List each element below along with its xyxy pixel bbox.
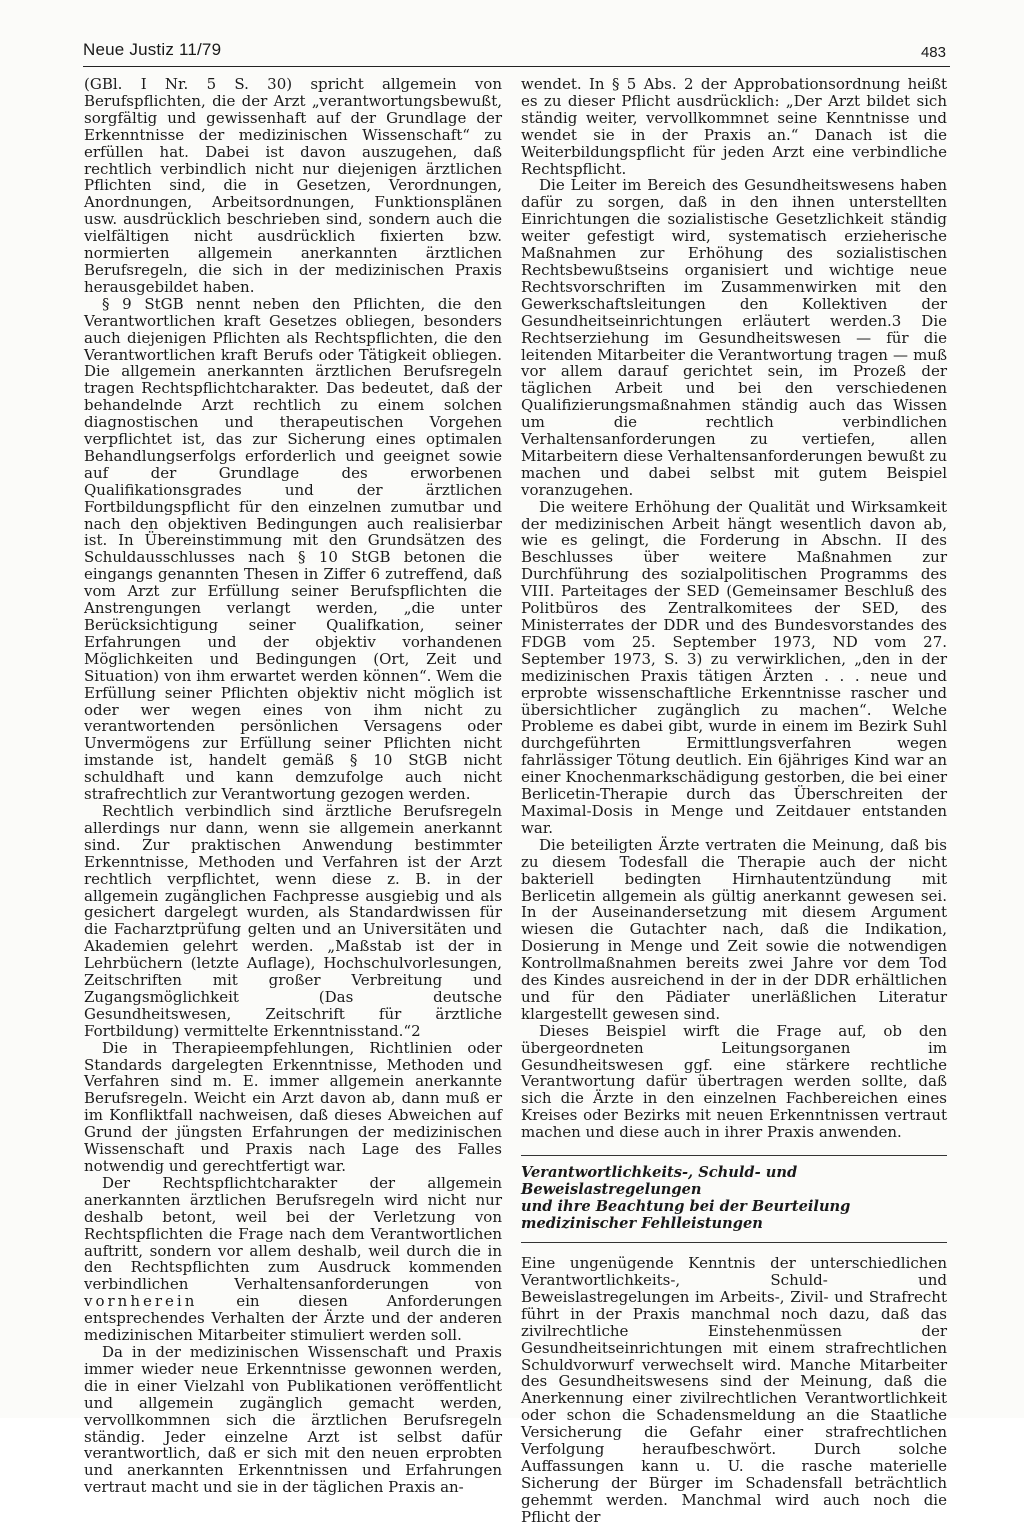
paragraph-with-emphasis xyxy=(84,1175,502,1344)
paragraph: Da in der medizinischen Wissenschaft und Praxis immer wieder neue Erkenntnisse gewonnen werden, die in einer Vielzahl von Publikationen veröffentlicht und allgemein zugänglich gemacht werden, vervollkommnen sich die ärztlichen Berufsregeln ständig. Jeder einzelne Arzt ist selbst dafür verantwortlich, daß er sich mit den neuen erprobten und anerkannten Erkenntnissen und Erfahrungen vertraut macht und sie in der täglichen Praxis an- xyxy=(84,1342,502,1497)
section-heading-line: und ihre Beachtung bei der Beurteilung xyxy=(521,1198,851,1216)
paragraph: wendet. In § 5 Abs. 2 der Approbationsordnung heißt es zu dieser Pflicht ausdrücklich: „Der Arzt bildet sich ständig weiter, vervollkommnet seine Kenntnisse und wendet sie in der Praxis an.“ Danach ist die Weiterbildungspflicht für jeden Arzt eine verbindliche Rechtspflicht. xyxy=(521,75,947,178)
paragraph: Die weitere Erhöhung der Qualität und Wirksamkeit der medizinischen Arbeit hängt wesentlich davon ab, wie es gelingt, die Forderung in Abschn. II des Beschlusses über weitere Maßnahmen zur Durchführung des sozialpolitischen Programms des VIII. Parteitages der SED (Gemeinsamer Beschluß des Politbüros des Zentralkomitees der SED, des Ministerrates der DDR und des Bundesvorstandes des FDGB vom 25. September 1973, ND vom 27. September 1973, S. 3) zu verwirklichen, „den in der medizinischen Praxis tätigen Ärzten . . . neue und erprobte wissenschaftliche Erkenntnisse rascher und übersichtlicher zugänglich zu machen“. Welche Probleme es dabei gibt, wurde in einem im Bezirk Suhl durchgeführten Ermittlungsverfahren wegen fahrlässiger Tötung deutlich. Ein 6jähriges Kind war an einer Knochenmarkschädigung gestorben, die bei einer Berlicetin-Therapie durch das Überschreiten der Maximal-Dosis in Menge und Zeitdauer entstanden war. xyxy=(521,497,947,837)
paragraph: Dieses Beispiel wirft die Frage auf, ob den übergeordneten Leitungsorganen im Gesundheitswesen ggf. eine stärkere rechtliche Verantwortung dafür übertragen werden sollte, daß sich die Ärzte in den einzelnen Fachbereichen eines Kreises oder Bezirks mit neuen Erkenntnissen vertraut machen und diese auch in ihrer Praxis anwenden. xyxy=(521,1021,947,1142)
emphasized-word: vornherein xyxy=(84,1292,198,1311)
paragraph: Die in Therapieempfehlungen, Richtlinien oder Standards dargelegten Erkenntnisse, Methoden und Verfahren sind m. E. immer allgemein anerkannte Berufsregeln. Weicht ein Arzt davon ab, dann muß er im Konfliktfall nachweisen, daß dieses Abweichen auf Grund der jüngsten Erfahrungen der medizinischen Wissenschaft und Praxis nach Lage des Falles notwendig und gerechtfertigt war. xyxy=(84,1038,502,1175)
left-column xyxy=(84,76,502,1496)
paragraph: Rechtlich verbindlich sind ärztliche Berufsregeln allerdings nur dann, wenn sie allgemein anerkannt sind. Zur praktischen Anwendung bestimmter Erkenntnisse, Methoden und Verfahren ist der Arzt rechtlich verpflichtet, wenn diese z. B. in der allgemein zugänglichen Fachpresse ausgiebig und als gesichert dargelegt wurden, als Standardwissen für die Facharztprüfung gelten und an Universitäten und Akademien gelehrt werden. „Maßstab ist der in Lehrbüchern (letzte Auflage), Hochschulvorlesungen, Zeitschriften mit großer Verbreitung und Zugangsmöglichkeit (Das deutsche Gesundheitswesen, Zeitschrift für ärztliche Fortbildung) vermittelte Erkenntnisstand.“2 xyxy=(84,801,502,1040)
header-rule xyxy=(83,66,950,67)
section-heading-line: medizinischer Fehlleistungen xyxy=(521,1215,763,1233)
paragraph: § 9 StGB nennt neben den Pflichten, die den Verantwortlichen kraft Gesetzes obliegen, besonders auch diejenigen Pflichten als Rechtspflichten, die den Verantwortlichen kraft Berufs oder Tätigkeit obliegen. Die allgemein anerkannten ärztlichen Berufsregeln tragen Rechtspflichtcharakter. Das bedeutet, daß der behandelnde Arzt rechtlich zu einem solchen diagnostischen und therapeutischen Vorgehen verpflichtet ist, das zur Sicherung eines optimalen Behandlungserfolgs erforderlich und geeignet sowie auf der Grundlage des erworbenen Qualifikationsgrades und der ärztlichen Fortbildungspflicht für den einzelnen zumutbar und nach den objektiven Bedingungen auch realisierbar ist. In Übereinstimmung mit den Grundsätzen des Schuldausschlusses nach § 10 StGB betonen die eingangs genannten Thesen in Ziffer 6 zutreffend, daß vom Arzt zur Erfüllung seiner Berufspflichten die Anstrengungen verlangt werden, „die unter Berücksichtigung seiner Qualifkation, seiner Erfahrungen und der objektiv vorhandenen Möglichkeiten und Bedingungen (Ort, Zeit und Situation) von ihm erwartet werden können“. Wem die Erfüllung seiner Pflichten objektiv nicht möglich ist oder wer wegen eines von ihm nicht zu verantwortenden persönlichen Versagens oder Unvermögens zur Erfüllung seiner Pflichten nicht imstande ist, handelt gemäß § 10 StGB nicht schuldhaft und kann demzufolge auch nicht strafrechtlich zur Verantwortung gezogen werden. xyxy=(84,294,502,804)
journal-title: Neue Justiz 11/79 xyxy=(83,40,222,59)
section-heading xyxy=(521,1155,947,1243)
paragraph: (GBl. I Nr. 5 S. 30) spricht allgemein von Berufspflichten, die der Arzt „verantwortungsbewußt, sorgfältig und gewissenhaft auf der Grundlage der Erkenntnisse der medizinischen Wissenschaft“ zu erfüllen hat. Dabei ist davon auszugehen, daß rechtlich verbindlich nicht nur diejenigen ärztlichen Pflichten sind, die in Gesetzen, Verordnungen, Anordnungen, Arbeitsordnungen, Funktionsplänen usw. ausdrücklich beschrieben sind, sondern auch die vielfältigen nicht ausdrücklich fixierten bzw. normierten allgemein anerkannten ärztlichen Berufsregeln, die sich in der medizinischen Praxis herausgebildet haben. xyxy=(84,75,502,296)
section-paragraph: Eine ungenügende Kenntnis der unterschiedlichen Verantwortlichkeits-, Schuld- und Beweislastregelungen im Arbeits-, Zivil- und Strafrecht führt in der Praxis manchmal noch dazu, daß das zivilrechtliche Einstehenmüssen der Gesundheitseinrichtungen mit einem strafrechtlichen Schuldvorwurf verwechselt wird. Manche Mitarbeiter des Gesundheitswesens sind der Meinung, daß die Anerkennung einer zivilrechtlichen Verantwortlichkeit oder schon die Schadensmeldung an die Staatliche Versicherung die Gefahr einer strafrechtlichen Verfolgung heraufbeschwört. Durch solche Auffassungen kann u. U. die rasche materielle Sicherung der Bürger im Schadensfall beträchtlich gehemmt werden. Manchmal wird auch noch die Pflicht der xyxy=(521,1254,947,1526)
right-column xyxy=(521,76,947,1526)
paragraph-part: Der Rechtspflichtcharakter der allgemein anerkannten ärztlichen Berufsregeln wird nicht nur deshalb betont, weil bei der Verletzung von Rechtspflichten die Frage nach dem Verantwortlichen auftritt, sondern vor allem deshalb, weil durch die in den Rechtspflichten zum Ausdruck kommenden verbindlichen Verhaltensanforderungen von xyxy=(84,1173,502,1294)
paragraph-part: ein diesen Anforderungen entsprechendes Verhalten der Ärzte und der anderen medizinischen Mitarbeiter stimuliert werden soll. xyxy=(84,1292,502,1345)
section-heading-line: Verantwortlichkeits-, Schuld- und Beweislastregelungen xyxy=(521,1164,798,1199)
page-number: 483 xyxy=(920,44,946,61)
paragraph: Die Leiter im Bereich des Gesundheitswesens haben dafür zu sorgen, daß in den ihnen unterstellten Einrichtungen die sozialistische Gesetzlichkeit ständig weiter gefestigt wird, systematisch erzieherische Maßnahmen zur Erhöhung des sozialistischen Rechtsbewußtseins organisiert und wichtige neue Rechtsvorschriften im Zusammenwirken mit den Gewerkschaftsleitungen den Kollektiven der Gesundheitseinrichtungen erläutert werden.3 Die Rechtserziehung im Gesundheitswesen — für die leitenden Mitarbeiter die Verantwortung tragen — muß vor allem darauf gerichtet sein, im Prozeß der täglichen Arbeit und bei den verschiedenen Qualifizierungsmaßnahmen ständig auch das Wissen um die rechtlich verbindlichen Verhaltensanforderungen zu vertiefen, allen Mitarbeitern diese Verhaltensanforderungen bewußt zu machen und dabei selbst mit gutem Beispiel voranzugehen. xyxy=(521,176,947,499)
paragraph: Die beteiligten Ärzte vertraten die Meinung, daß bis zu diesem Todesfall die Therapie auch der nicht bakteriell bedingten Hirnhautentzündung mit Berlicetin allgemein als gültig anerkannt gewesen sei. In der Auseinandersetzung mit diesem Argument wiesen die Gutachter nach, daß die Indikation, Dosierung in Menge und Zeit sowie die notwendigen Kontrollmaßnahmen bereits zwei Jahre vor dem Tod des Kindes ausreichend in der in der DDR erhältlichen und für den Pädiater unerläßlichen Literatur klargestellt gewesen sind. xyxy=(521,835,947,1023)
